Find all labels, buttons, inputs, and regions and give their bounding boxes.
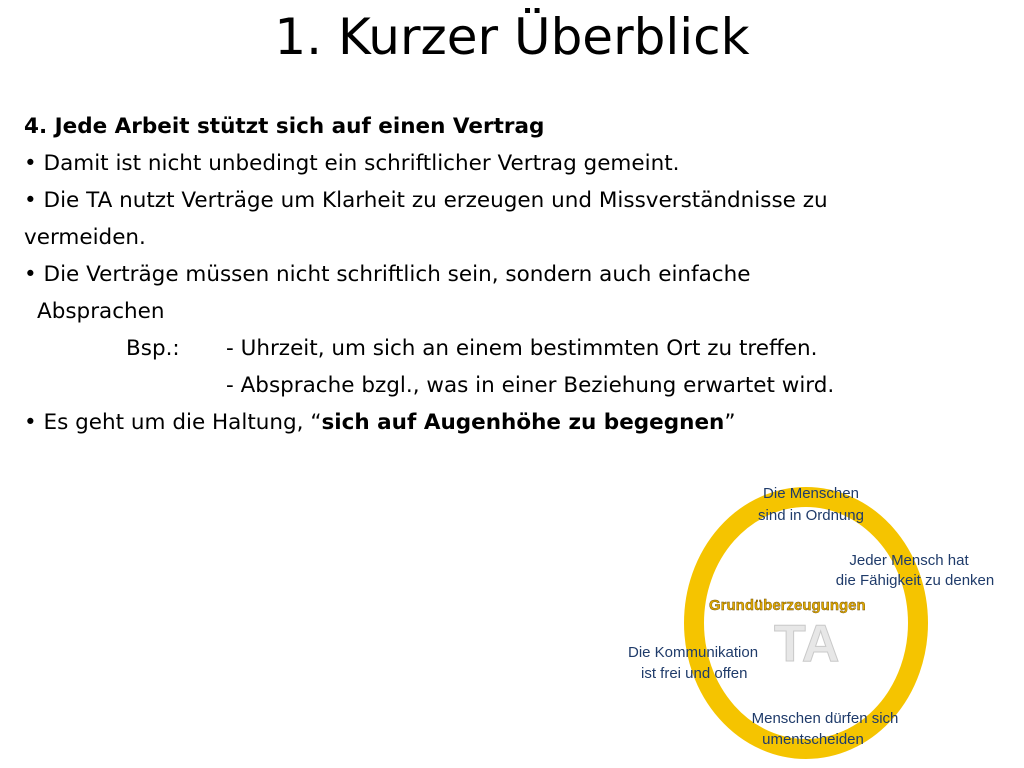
bullet-icon: • bbox=[24, 410, 37, 435]
example-row-2 bbox=[24, 367, 1014, 404]
core-beliefs-label: Grundüberzeugungen bbox=[709, 597, 866, 614]
bullet-item-3 bbox=[24, 256, 1014, 293]
example-label: Bsp.: bbox=[126, 336, 180, 361]
label-left-line1: Die Kommunikation bbox=[628, 644, 759, 661]
example-row-1 bbox=[24, 330, 1014, 367]
bullet-item-2 bbox=[24, 182, 1014, 219]
slide-title: 1. Kurzer Überblick bbox=[274, 8, 750, 66]
section-heading: 4. Jede Arbeit stützt sich auf einen Vertrag bbox=[24, 114, 545, 139]
bullet-text-3-line1: Die Verträge müssen nicht schriftlich sein, sondern auch einfache bbox=[43, 262, 751, 287]
label-right-line2: die Fähigkeit zu denken bbox=[835, 572, 995, 589]
bullet-text-4-bold: sich auf Augenhöhe zu begegnen bbox=[321, 410, 725, 435]
label-top-line1: Die Menschen bbox=[763, 485, 859, 502]
label-left-line2: ist frei und offen bbox=[641, 665, 748, 682]
label-bottom-line2: umentscheiden bbox=[762, 731, 864, 748]
example-text-2: - Absprache bzgl., was in einer Beziehung erwartet wird. bbox=[226, 373, 835, 398]
example-text-1: - Uhrzeit, um sich an einem bestimmten Ort zu treffen. bbox=[226, 336, 818, 361]
bullet-icon: • bbox=[24, 151, 37, 176]
label-right-line1: Jeder Mensch hat bbox=[849, 552, 969, 569]
slide-content bbox=[24, 108, 1014, 441]
bullet-icon: • bbox=[24, 188, 37, 213]
bullet-text-2-line1: Die TA nutzt Verträge um Klarheit zu erzeugen und Missverständnisse zu bbox=[43, 188, 828, 213]
bullet-text-4-prefix: Es geht um die Haltung, “ bbox=[43, 410, 322, 435]
bullet-text-3-line2: Absprachen bbox=[37, 299, 165, 324]
bullet-text-4-suffix: ” bbox=[724, 410, 736, 435]
bullet-text-1: Damit ist nicht unbedingt ein schriftlicher Vertrag gemeint. bbox=[43, 151, 680, 176]
ta-core-beliefs-diagram bbox=[620, 475, 1024, 768]
bullet-item-1 bbox=[24, 145, 1014, 182]
ta-center-label: TA bbox=[774, 615, 840, 673]
bullet-item-4 bbox=[24, 404, 1014, 441]
bullet-text-2-line2: vermeiden. bbox=[24, 225, 146, 250]
label-top-line2: sind in Ordnung bbox=[758, 507, 864, 524]
bullet-icon: • bbox=[24, 262, 37, 287]
label-bottom-line1: Menschen dürfen sich bbox=[751, 710, 899, 727]
